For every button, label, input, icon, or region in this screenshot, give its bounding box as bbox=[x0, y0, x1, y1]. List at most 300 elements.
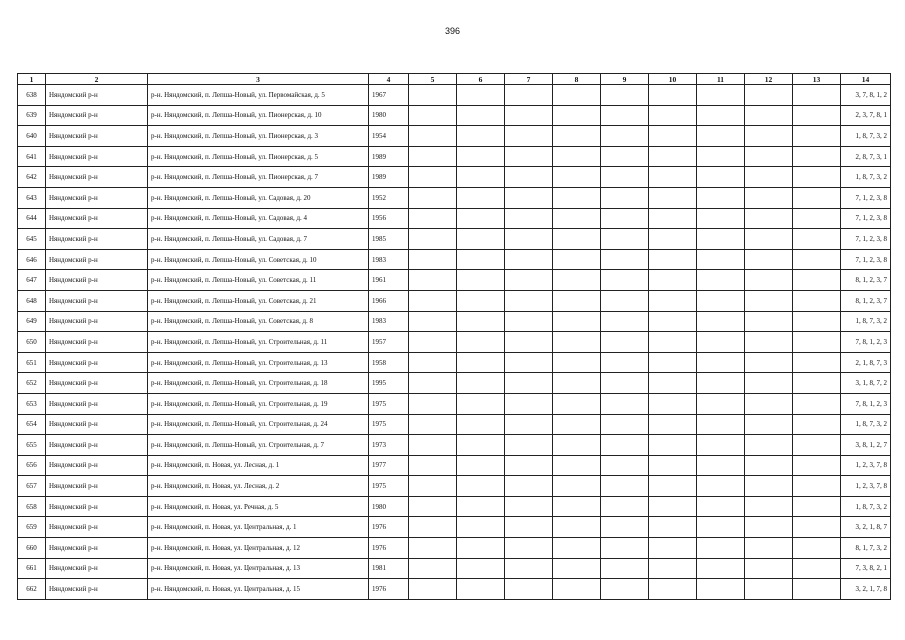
year-cell: 1976 bbox=[369, 538, 409, 559]
table-row bbox=[18, 229, 891, 250]
row-number-cell: 651 bbox=[18, 352, 46, 373]
empty-cell bbox=[553, 393, 601, 414]
empty-cell bbox=[409, 373, 457, 394]
table-row bbox=[18, 476, 891, 497]
empty-cell bbox=[601, 538, 649, 559]
table-row bbox=[18, 332, 891, 353]
district-cell: Няндомский р-н bbox=[46, 105, 148, 126]
empty-cell bbox=[793, 476, 841, 497]
empty-cell bbox=[745, 208, 793, 229]
district-cell: Няндомский р-н bbox=[46, 373, 148, 394]
empty-cell bbox=[505, 126, 553, 147]
address-cell: р-н. Няндомский, п. Новая, ул. Центральная, д. 15 bbox=[148, 579, 369, 600]
district-cell: Няндомский р-н bbox=[46, 208, 148, 229]
address-cell: р-н. Няндомский, п. Лепша-Новый, ул. Пионерская, д. 10 bbox=[148, 105, 369, 126]
page-number: 396 bbox=[444, 26, 461, 36]
row-number-cell: 662 bbox=[18, 579, 46, 600]
empty-cell bbox=[697, 146, 745, 167]
empty-cell bbox=[697, 126, 745, 147]
codes-cell: 2, 3, 7, 8, 1 bbox=[841, 105, 891, 126]
empty-cell bbox=[697, 167, 745, 188]
address-cell: р-н. Няндомский, п. Лепша-Новый, ул. Советская, д. 21 bbox=[148, 290, 369, 311]
empty-cell bbox=[457, 558, 505, 579]
empty-cell bbox=[601, 105, 649, 126]
empty-cell bbox=[601, 517, 649, 538]
empty-cell bbox=[553, 249, 601, 270]
row-number-cell: 638 bbox=[18, 85, 46, 106]
column-header: 10 bbox=[649, 74, 697, 85]
empty-cell bbox=[553, 455, 601, 476]
empty-cell bbox=[505, 311, 553, 332]
year-cell: 1989 bbox=[369, 146, 409, 167]
empty-cell bbox=[745, 496, 793, 517]
empty-cell bbox=[649, 146, 697, 167]
district-cell: Няндомский р-н bbox=[46, 167, 148, 188]
column-header: 8 bbox=[553, 74, 601, 85]
year-cell: 1977 bbox=[369, 455, 409, 476]
empty-cell bbox=[745, 311, 793, 332]
empty-cell bbox=[457, 435, 505, 456]
empty-cell bbox=[649, 517, 697, 538]
empty-cell bbox=[505, 249, 553, 270]
empty-cell bbox=[697, 517, 745, 538]
empty-cell bbox=[697, 455, 745, 476]
empty-cell bbox=[745, 393, 793, 414]
empty-cell bbox=[601, 393, 649, 414]
empty-cell bbox=[649, 373, 697, 394]
address-cell: р-н. Няндомский, п. Лепша-Новый, ул. Советская, д. 8 bbox=[148, 311, 369, 332]
empty-cell bbox=[697, 105, 745, 126]
address-cell: р-н. Няндомский, п. Новая, ул. Лесная, д. 1 bbox=[148, 455, 369, 476]
empty-cell bbox=[409, 105, 457, 126]
district-cell: Няндомский р-н bbox=[46, 290, 148, 311]
empty-cell bbox=[601, 373, 649, 394]
codes-cell: 1, 8, 7, 3, 2 bbox=[841, 414, 891, 435]
empty-cell bbox=[697, 579, 745, 600]
table-row bbox=[18, 517, 891, 538]
empty-cell bbox=[649, 538, 697, 559]
district-cell: Няндомский р-н bbox=[46, 187, 148, 208]
empty-cell bbox=[793, 270, 841, 291]
row-number-cell: 645 bbox=[18, 229, 46, 250]
empty-cell bbox=[745, 105, 793, 126]
column-number-header-row bbox=[18, 74, 891, 85]
table-row bbox=[18, 414, 891, 435]
empty-cell bbox=[793, 311, 841, 332]
district-cell: Няндомский р-н bbox=[46, 311, 148, 332]
row-number-cell: 647 bbox=[18, 270, 46, 291]
address-cell: р-н. Няндомский, п. Новая, ул. Лесная, д. 2 bbox=[148, 476, 369, 497]
address-cell: р-н. Няндомский, п. Новая, ул. Центральная, д. 12 bbox=[148, 538, 369, 559]
empty-cell bbox=[505, 393, 553, 414]
empty-cell bbox=[505, 476, 553, 497]
empty-cell bbox=[409, 249, 457, 270]
empty-cell bbox=[601, 579, 649, 600]
empty-cell bbox=[409, 496, 457, 517]
codes-cell: 3, 2, 1, 7, 8 bbox=[841, 579, 891, 600]
empty-cell bbox=[409, 414, 457, 435]
year-cell: 1961 bbox=[369, 270, 409, 291]
empty-cell bbox=[409, 167, 457, 188]
empty-cell bbox=[457, 187, 505, 208]
empty-cell bbox=[505, 435, 553, 456]
empty-cell bbox=[409, 270, 457, 291]
year-cell: 1976 bbox=[369, 579, 409, 600]
empty-cell bbox=[409, 393, 457, 414]
table-row bbox=[18, 167, 891, 188]
empty-cell bbox=[745, 229, 793, 250]
housing-register-table bbox=[17, 73, 891, 600]
district-cell: Няндомский р-н bbox=[46, 85, 148, 106]
empty-cell bbox=[505, 85, 553, 106]
address-cell: р-н. Няндомский, п. Лепша-Новый, ул. Строительная, д. 13 bbox=[148, 352, 369, 373]
empty-cell bbox=[745, 476, 793, 497]
district-cell: Няндомский р-н bbox=[46, 496, 148, 517]
column-header: 4 bbox=[369, 74, 409, 85]
empty-cell bbox=[409, 187, 457, 208]
empty-cell bbox=[601, 352, 649, 373]
empty-cell bbox=[649, 496, 697, 517]
empty-cell bbox=[793, 352, 841, 373]
empty-cell bbox=[601, 270, 649, 291]
empty-cell bbox=[697, 187, 745, 208]
district-cell: Няндомский р-н bbox=[46, 579, 148, 600]
empty-cell bbox=[649, 85, 697, 106]
column-header: 1 bbox=[18, 74, 46, 85]
empty-cell bbox=[457, 85, 505, 106]
address-cell: р-н. Няндомский, п. Лепша-Новый, ул. Пионерская, д. 7 bbox=[148, 167, 369, 188]
year-cell: 1956 bbox=[369, 208, 409, 229]
empty-cell bbox=[409, 538, 457, 559]
year-cell: 1954 bbox=[369, 126, 409, 147]
empty-cell bbox=[505, 187, 553, 208]
empty-cell bbox=[649, 126, 697, 147]
empty-cell bbox=[457, 311, 505, 332]
row-number-cell: 658 bbox=[18, 496, 46, 517]
district-cell: Няндомский р-н bbox=[46, 558, 148, 579]
empty-cell bbox=[649, 249, 697, 270]
codes-cell: 3, 8, 1, 2, 7 bbox=[841, 435, 891, 456]
empty-cell bbox=[793, 126, 841, 147]
empty-cell bbox=[697, 208, 745, 229]
district-cell: Няндомский р-н bbox=[46, 455, 148, 476]
empty-cell bbox=[457, 229, 505, 250]
empty-cell bbox=[697, 352, 745, 373]
table-row bbox=[18, 455, 891, 476]
year-cell: 1958 bbox=[369, 352, 409, 373]
empty-cell bbox=[697, 393, 745, 414]
empty-cell bbox=[505, 496, 553, 517]
year-cell: 1981 bbox=[369, 558, 409, 579]
empty-cell bbox=[553, 476, 601, 497]
empty-cell bbox=[793, 187, 841, 208]
empty-cell bbox=[601, 496, 649, 517]
empty-cell bbox=[457, 146, 505, 167]
codes-cell: 7, 1, 2, 3, 8 bbox=[841, 229, 891, 250]
codes-cell: 1, 8, 7, 3, 2 bbox=[841, 311, 891, 332]
row-number-cell: 657 bbox=[18, 476, 46, 497]
empty-cell bbox=[793, 414, 841, 435]
empty-cell bbox=[553, 105, 601, 126]
column-header: 14 bbox=[841, 74, 891, 85]
table-body bbox=[18, 85, 891, 600]
empty-cell bbox=[409, 126, 457, 147]
year-cell: 1975 bbox=[369, 476, 409, 497]
empty-cell bbox=[409, 85, 457, 106]
empty-cell bbox=[793, 249, 841, 270]
address-cell: р-н. Няндомский, п. Лепша-Новый, ул. Первомайская, д. 5 bbox=[148, 85, 369, 106]
codes-cell: 3, 1, 8, 7, 2 bbox=[841, 373, 891, 394]
empty-cell bbox=[793, 290, 841, 311]
empty-cell bbox=[697, 311, 745, 332]
empty-cell bbox=[553, 229, 601, 250]
column-header: 2 bbox=[46, 74, 148, 85]
empty-cell bbox=[601, 126, 649, 147]
address-cell: р-н. Няндомский, п. Лепша-Новый, ул. Строительная, д. 24 bbox=[148, 414, 369, 435]
row-number-cell: 640 bbox=[18, 126, 46, 147]
empty-cell bbox=[505, 414, 553, 435]
row-number-cell: 641 bbox=[18, 146, 46, 167]
empty-cell bbox=[649, 290, 697, 311]
district-cell: Няндомский р-н bbox=[46, 352, 148, 373]
empty-cell bbox=[697, 373, 745, 394]
codes-cell: 1, 2, 3, 7, 8 bbox=[841, 455, 891, 476]
table-row bbox=[18, 126, 891, 147]
year-cell: 1966 bbox=[369, 290, 409, 311]
empty-cell bbox=[457, 249, 505, 270]
empty-cell bbox=[649, 332, 697, 353]
empty-cell bbox=[793, 517, 841, 538]
empty-cell bbox=[457, 167, 505, 188]
empty-cell bbox=[505, 332, 553, 353]
codes-cell: 7, 8, 1, 2, 3 bbox=[841, 332, 891, 353]
empty-cell bbox=[505, 517, 553, 538]
table-row bbox=[18, 496, 891, 517]
district-cell: Няндомский р-н bbox=[46, 270, 148, 291]
empty-cell bbox=[793, 538, 841, 559]
row-number-cell: 642 bbox=[18, 167, 46, 188]
empty-cell bbox=[553, 270, 601, 291]
empty-cell bbox=[601, 85, 649, 106]
address-cell: р-н. Няндомский, п. Лепша-Новый, ул. Строительная, д. 11 bbox=[148, 332, 369, 353]
table-row bbox=[18, 249, 891, 270]
empty-cell bbox=[505, 105, 553, 126]
empty-cell bbox=[793, 208, 841, 229]
address-cell: р-н. Няндомский, п. Лепша-Новый, ул. Советская, д. 11 bbox=[148, 270, 369, 291]
empty-cell bbox=[505, 352, 553, 373]
address-cell: р-н. Няндомский, п. Лепша-Новый, ул. Строительная, д. 18 bbox=[148, 373, 369, 394]
empty-cell bbox=[553, 373, 601, 394]
empty-cell bbox=[649, 393, 697, 414]
empty-cell bbox=[649, 476, 697, 497]
row-number-cell: 661 bbox=[18, 558, 46, 579]
empty-cell bbox=[505, 208, 553, 229]
empty-cell bbox=[409, 579, 457, 600]
column-header: 5 bbox=[409, 74, 457, 85]
year-cell: 1957 bbox=[369, 332, 409, 353]
district-cell: Няндомский р-н bbox=[46, 229, 148, 250]
empty-cell bbox=[553, 311, 601, 332]
column-header: 11 bbox=[697, 74, 745, 85]
row-number-cell: 646 bbox=[18, 249, 46, 270]
empty-cell bbox=[697, 496, 745, 517]
empty-cell bbox=[409, 435, 457, 456]
empty-cell bbox=[649, 208, 697, 229]
empty-cell bbox=[745, 249, 793, 270]
district-cell: Няндомский р-н bbox=[46, 414, 148, 435]
table-row bbox=[18, 352, 891, 373]
empty-cell bbox=[649, 311, 697, 332]
empty-cell bbox=[553, 126, 601, 147]
empty-cell bbox=[745, 332, 793, 353]
empty-cell bbox=[793, 496, 841, 517]
empty-cell bbox=[601, 558, 649, 579]
empty-cell bbox=[697, 435, 745, 456]
empty-cell bbox=[745, 146, 793, 167]
empty-cell bbox=[793, 558, 841, 579]
empty-cell bbox=[649, 187, 697, 208]
table-row bbox=[18, 208, 891, 229]
empty-cell bbox=[457, 455, 505, 476]
empty-cell bbox=[745, 167, 793, 188]
column-header: 6 bbox=[457, 74, 505, 85]
empty-cell bbox=[553, 290, 601, 311]
empty-cell bbox=[697, 270, 745, 291]
codes-cell: 7, 1, 2, 3, 8 bbox=[841, 249, 891, 270]
column-header: 3 bbox=[148, 74, 369, 85]
empty-cell bbox=[745, 414, 793, 435]
column-header: 9 bbox=[601, 74, 649, 85]
empty-cell bbox=[457, 414, 505, 435]
empty-cell bbox=[793, 579, 841, 600]
address-cell: р-н. Няндомский, п. Лепша-Новый, ул. Садовая, д. 4 bbox=[148, 208, 369, 229]
year-cell: 1975 bbox=[369, 414, 409, 435]
empty-cell bbox=[553, 85, 601, 106]
table-row bbox=[18, 393, 891, 414]
table-row bbox=[18, 435, 891, 456]
empty-cell bbox=[793, 229, 841, 250]
empty-cell bbox=[457, 393, 505, 414]
address-cell: р-н. Няндомский, п. Лепша-Новый, ул. Пионерская, д. 3 bbox=[148, 126, 369, 147]
empty-cell bbox=[409, 146, 457, 167]
codes-cell: 7, 3, 8, 2, 1 bbox=[841, 558, 891, 579]
empty-cell bbox=[601, 435, 649, 456]
empty-cell bbox=[793, 332, 841, 353]
empty-cell bbox=[409, 229, 457, 250]
codes-cell: 8, 1, 7, 3, 2 bbox=[841, 538, 891, 559]
year-cell: 1989 bbox=[369, 167, 409, 188]
district-cell: Няндомский р-н bbox=[46, 146, 148, 167]
empty-cell bbox=[505, 167, 553, 188]
empty-cell bbox=[601, 455, 649, 476]
empty-cell bbox=[649, 167, 697, 188]
empty-cell bbox=[553, 517, 601, 538]
empty-cell bbox=[553, 538, 601, 559]
column-header: 13 bbox=[793, 74, 841, 85]
empty-cell bbox=[553, 167, 601, 188]
address-cell: р-н. Няндомский, п. Лепша-Новый, ул. Строительная, д. 19 bbox=[148, 393, 369, 414]
empty-cell bbox=[457, 579, 505, 600]
district-cell: Няндомский р-н bbox=[46, 517, 148, 538]
empty-cell bbox=[745, 85, 793, 106]
table-row bbox=[18, 146, 891, 167]
empty-cell bbox=[505, 290, 553, 311]
empty-cell bbox=[505, 229, 553, 250]
table-row bbox=[18, 270, 891, 291]
empty-cell bbox=[649, 558, 697, 579]
year-cell: 1980 bbox=[369, 105, 409, 126]
empty-cell bbox=[745, 435, 793, 456]
empty-cell bbox=[601, 167, 649, 188]
year-cell: 1995 bbox=[369, 373, 409, 394]
empty-cell bbox=[457, 496, 505, 517]
empty-cell bbox=[697, 538, 745, 559]
table-row bbox=[18, 538, 891, 559]
empty-cell bbox=[601, 229, 649, 250]
empty-cell bbox=[409, 290, 457, 311]
empty-cell bbox=[553, 352, 601, 373]
table-row bbox=[18, 290, 891, 311]
empty-cell bbox=[649, 229, 697, 250]
empty-cell bbox=[649, 352, 697, 373]
empty-cell bbox=[457, 208, 505, 229]
empty-cell bbox=[553, 496, 601, 517]
codes-cell: 1, 8, 7, 3, 2 bbox=[841, 496, 891, 517]
address-cell: р-н. Няндомский, п. Лепша-Новый, ул. Строительная, д. 7 bbox=[148, 435, 369, 456]
empty-cell bbox=[457, 270, 505, 291]
codes-cell: 2, 1, 8, 7, 3 bbox=[841, 352, 891, 373]
year-cell: 1976 bbox=[369, 517, 409, 538]
empty-cell bbox=[649, 579, 697, 600]
empty-cell bbox=[745, 290, 793, 311]
empty-cell bbox=[505, 455, 553, 476]
year-cell: 1983 bbox=[369, 311, 409, 332]
empty-cell bbox=[745, 270, 793, 291]
year-cell: 1952 bbox=[369, 187, 409, 208]
codes-cell: 8, 1, 2, 3, 7 bbox=[841, 270, 891, 291]
empty-cell bbox=[649, 414, 697, 435]
empty-cell bbox=[553, 187, 601, 208]
empty-cell bbox=[793, 393, 841, 414]
empty-cell bbox=[745, 187, 793, 208]
row-number-cell: 654 bbox=[18, 414, 46, 435]
empty-cell bbox=[601, 476, 649, 497]
empty-cell bbox=[649, 105, 697, 126]
empty-cell bbox=[793, 435, 841, 456]
empty-cell bbox=[793, 455, 841, 476]
empty-cell bbox=[697, 476, 745, 497]
district-cell: Няндомский р-н bbox=[46, 249, 148, 270]
empty-cell bbox=[601, 249, 649, 270]
district-cell: Няндомский р-н bbox=[46, 126, 148, 147]
empty-cell bbox=[601, 187, 649, 208]
empty-cell bbox=[601, 311, 649, 332]
empty-cell bbox=[793, 85, 841, 106]
empty-cell bbox=[745, 538, 793, 559]
empty-cell bbox=[457, 517, 505, 538]
empty-cell bbox=[553, 435, 601, 456]
empty-cell bbox=[457, 290, 505, 311]
empty-cell bbox=[457, 105, 505, 126]
column-header: 7 bbox=[505, 74, 553, 85]
empty-cell bbox=[409, 558, 457, 579]
empty-cell bbox=[457, 538, 505, 559]
codes-cell: 7, 1, 2, 3, 8 bbox=[841, 208, 891, 229]
empty-cell bbox=[745, 455, 793, 476]
empty-cell bbox=[697, 332, 745, 353]
empty-cell bbox=[409, 311, 457, 332]
empty-cell bbox=[697, 249, 745, 270]
